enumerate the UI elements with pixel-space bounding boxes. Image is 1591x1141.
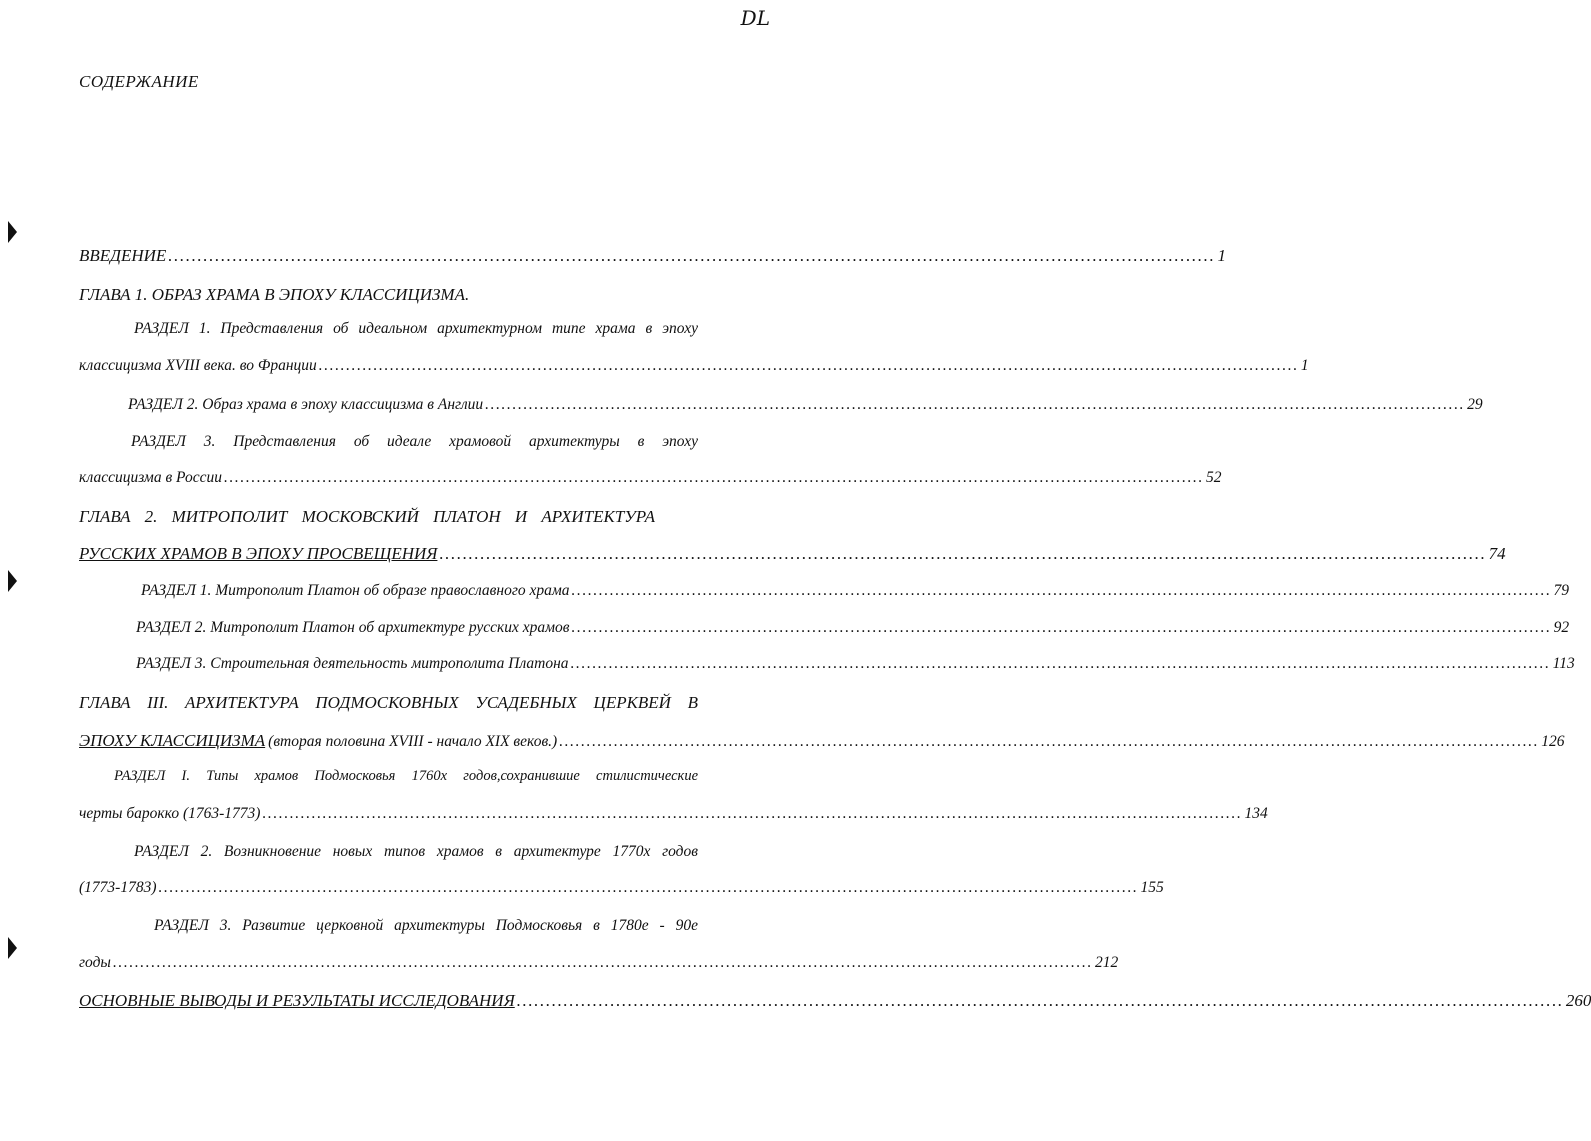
toc-section-3-3-line2[interactable]	[79, 954, 1119, 976]
toc-section-1-2[interactable]	[128, 396, 1483, 418]
toc-chapter-3-line1[interactable]	[79, 693, 698, 715]
toc-section-1-3-line1[interactable]	[131, 433, 698, 455]
dot-leader: ...................................................................................................................................................................................	[168, 246, 1216, 265]
corner-mark: DL	[740, 6, 770, 30]
dot-leader: ...................................................................................................................................................................................	[559, 733, 1540, 750]
binding-mark-icon	[8, 570, 17, 592]
dot-leader: ...................................................................................................................................................................................	[158, 879, 1139, 896]
toc-title: ГЛАВА 2. МИТРОПОЛИТ МОСКОВСКИЙ ПЛАТОН И АРХИТЕКТУРА	[79, 507, 655, 526]
dot-leader: ...................................................................................................................................................................................	[570, 655, 1551, 672]
toc-entry-conclusions[interactable]	[79, 991, 1591, 1013]
dot-leader: ...................................................................................................................................................................................	[571, 619, 1552, 636]
binding-mark-icon	[8, 221, 17, 243]
toc-title: ЭПОХУ КЛАССИЦИЗМА	[79, 731, 266, 750]
toc-title: классицизма в России	[79, 469, 222, 486]
toc-page-number: 134	[1244, 805, 1268, 822]
toc-title: РАЗДЕЛ 3. Представления об идеале храмовой архитектуры в эпоху	[131, 433, 698, 450]
toc-title: черты барокко (1763-1773)	[79, 805, 261, 822]
toc-section-1-3-line2[interactable]	[79, 469, 1222, 491]
toc-title: (1773-1783)	[79, 879, 157, 896]
dot-leader: ...................................................................................................................................................................................	[223, 469, 1204, 486]
toc-section-3-2-line1[interactable]	[134, 843, 698, 865]
toc-section-1-1-line1[interactable]	[134, 320, 698, 342]
toc-chapter-1[interactable]	[79, 285, 698, 307]
toc-chapter-2-line1[interactable]	[79, 507, 655, 529]
toc-title: годы	[79, 954, 111, 971]
toc-page-number: 1	[1217, 246, 1226, 265]
dot-leader: ...................................................................................................................................................................................	[485, 396, 1466, 413]
toc-chapter-3-line2[interactable]	[79, 731, 1565, 753]
toc-page-number: 74	[1488, 544, 1506, 563]
toc-page-number: 113	[1552, 655, 1575, 672]
toc-section-1-1-line2[interactable]	[79, 357, 1309, 379]
toc-title: ГЛАВА 1. ОБРАЗ ХРАМА В ЭПОХУ КЛАССИЦИЗМА.	[79, 285, 470, 304]
toc-section-3-1-line2[interactable]	[79, 805, 1268, 827]
toc-title: РАЗДЕЛ 3. Строительная деятельность митрополита Платона	[136, 655, 569, 672]
toc-section-2-3[interactable]	[136, 655, 1575, 677]
toc-section-3-1-line1[interactable]	[114, 768, 698, 790]
toc-title: ОСНОВНЫЕ ВЫВОДЫ И РЕЗУЛЬТАТЫ ИССЛЕДОВАНИЯ	[79, 991, 515, 1010]
dot-leader: ...................................................................................................................................................................................	[439, 544, 1487, 563]
toc-entry-intro[interactable]	[79, 246, 1226, 268]
toc-page-number: 1	[1300, 357, 1309, 374]
toc-page-number: 260	[1565, 991, 1591, 1010]
toc-section-3-2-line2[interactable]	[79, 879, 1164, 901]
toc-page-number: 155	[1140, 879, 1164, 896]
toc-title: РАЗДЕЛ 2. Митрополит Платон об архитектуре русских храмов	[136, 619, 570, 636]
toc-title: ВВЕДЕНИЕ	[79, 246, 167, 265]
toc-page-number: 92	[1553, 619, 1570, 636]
toc-page-number: 212	[1094, 954, 1119, 971]
dot-leader: ...................................................................................................................................................................................	[516, 991, 1564, 1010]
dot-leader: ...................................................................................................................................................................................	[318, 357, 1299, 374]
toc-subtitle: (вторая половина XVIII - начало XIX веков.)	[268, 733, 558, 750]
toc-section-2-1[interactable]	[141, 582, 1570, 604]
toc-section-2-2[interactable]	[136, 619, 1570, 641]
toc-title: РАЗДЕЛ 3. Развитие церковной архитектуры Подмосковья в 1780е - 90е	[154, 917, 698, 934]
toc-title: ГЛАВА III. АРХИТЕКТУРА ПОДМОСКОВНЫХ УСАДЕБНЫХ ЦЕРКВЕЙ В	[79, 693, 698, 712]
toc-page-number: 52	[1206, 469, 1222, 486]
dot-leader: ...................................................................................................................................................................................	[262, 805, 1243, 822]
toc-chapter-2-line2[interactable]	[79, 544, 1506, 566]
toc-title: РАЗДЕЛ I. Типы храмов Подмосковья 1760х годов,сохранившие стилистические	[114, 768, 698, 784]
page-title: СОДЕРЖАНИЕ	[79, 72, 199, 91]
toc-section-3-3-line1[interactable]	[154, 917, 698, 939]
binding-mark-icon	[8, 937, 17, 959]
dot-leader: ...................................................................................................................................................................................	[571, 582, 1552, 599]
toc-title: РУССКИХ ХРАМОВ В ЭПОХУ ПРОСВЕЩЕНИЯ	[79, 544, 438, 563]
toc-title: РАЗДЕЛ 2. Образ храма в эпоху классицизма в Англии	[128, 396, 484, 413]
toc-title: РАЗДЕЛ 1. Митрополит Платон об образе православного храма	[141, 582, 570, 599]
toc-page-number: 126	[1541, 733, 1565, 750]
toc-title: РАЗДЕЛ 2. Возникновение новых типов храмов в архитектуре 1770х годов	[134, 843, 698, 860]
dot-leader: ...................................................................................................................................................................................	[112, 954, 1093, 971]
toc-title: РАЗДЕЛ 1. Представления об идеальном архитектурном типе храма в эпоху	[134, 320, 698, 337]
toc-page-number: 29	[1467, 396, 1483, 413]
toc-page-number: 79	[1553, 582, 1570, 599]
toc-title: классицизма XVIII века. во Франции	[79, 357, 317, 374]
